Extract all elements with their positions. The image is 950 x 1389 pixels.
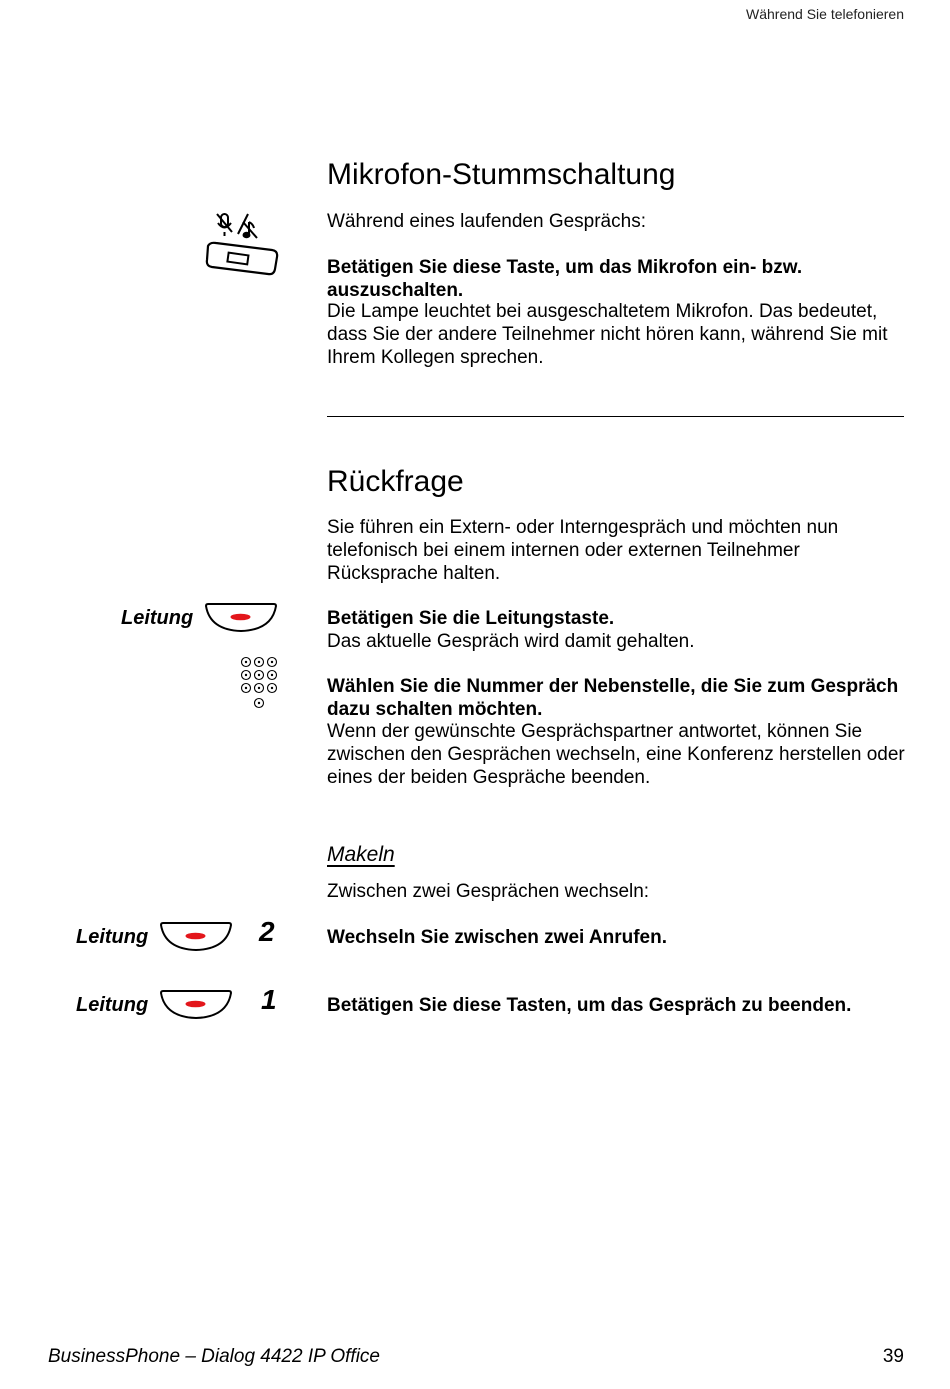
section-title-makeln: Makeln [327, 843, 395, 866]
line-key-number: 2 [259, 916, 275, 947]
section-title-rueckfrage: Rückfrage [327, 465, 464, 498]
rueckfrage-intro: Sie führen ein Extern- oder Interngespräch und möchten nun telefonisch bei einem internen oder externen Teilnehmer Rücksprache halten. [327, 517, 839, 584]
line-key-label: Leitung [121, 607, 194, 629]
line-key-label: Leitung [76, 994, 149, 1016]
line-key-icon [204, 603, 278, 638]
rueckfrage-step2-text: Wenn der gewünschte Gesprächspartner antwortet, können Sie zwischen den Gesprächen wechseln, eine Konferenz herstellen oder eines der beiden Gespräche beenden. [327, 721, 905, 788]
footer-product: BusinessPhone – Dialog 4422 IP Office [48, 1346, 380, 1367]
makeln-intro: Zwischen zwei Gesprächen wechseln: [327, 881, 650, 902]
section-title-mute: Mikrofon-Stummschaltung [327, 158, 676, 191]
mute-instruction-bold: Betätigen Sie diese Taste, um das Mikrofon ein- bzw. auszuschalten. [327, 257, 803, 301]
rueckfrage-step1-text: Das aktuelle Gespräch wird damit gehalten. [327, 631, 695, 652]
running-header: Während Sie telefonieren [746, 6, 904, 22]
line-key-icon [159, 922, 233, 957]
mute-instruction-text: Die Lampe leuchtet bei ausgeschaltetem Mikrofon. Das bedeutet, dass Sie der andere Teilnehmer nicht hören kann, während Sie mit Ihrem Kollegen sprechen. [327, 301, 888, 368]
line-key-number: 1 [261, 984, 277, 1015]
makeln-step1-bold: Wechseln Sie zwischen zwei Anrufen. [327, 927, 667, 948]
line-key-label: Leitung [76, 926, 149, 948]
makeln-step2-bold: Betätigen Sie diese Tasten, um das Gespräch zu beenden. [327, 995, 852, 1016]
microphone-mute-key-icon [204, 210, 280, 287]
section-divider [327, 416, 904, 417]
keypad-icon [240, 656, 280, 717]
page-number: 39 [882, 1346, 904, 1367]
line-key-icon [159, 990, 233, 1025]
rueckfrage-step1-bold: Betätigen Sie die Leitungstaste. [327, 608, 615, 629]
mute-intro: Während eines laufenden Gesprächs: [327, 211, 646, 232]
rueckfrage-step2-bold: Wählen Sie die Nummer der Nebenstelle, die Sie zum Gespräch dazu schalten möchten. [327, 676, 899, 720]
